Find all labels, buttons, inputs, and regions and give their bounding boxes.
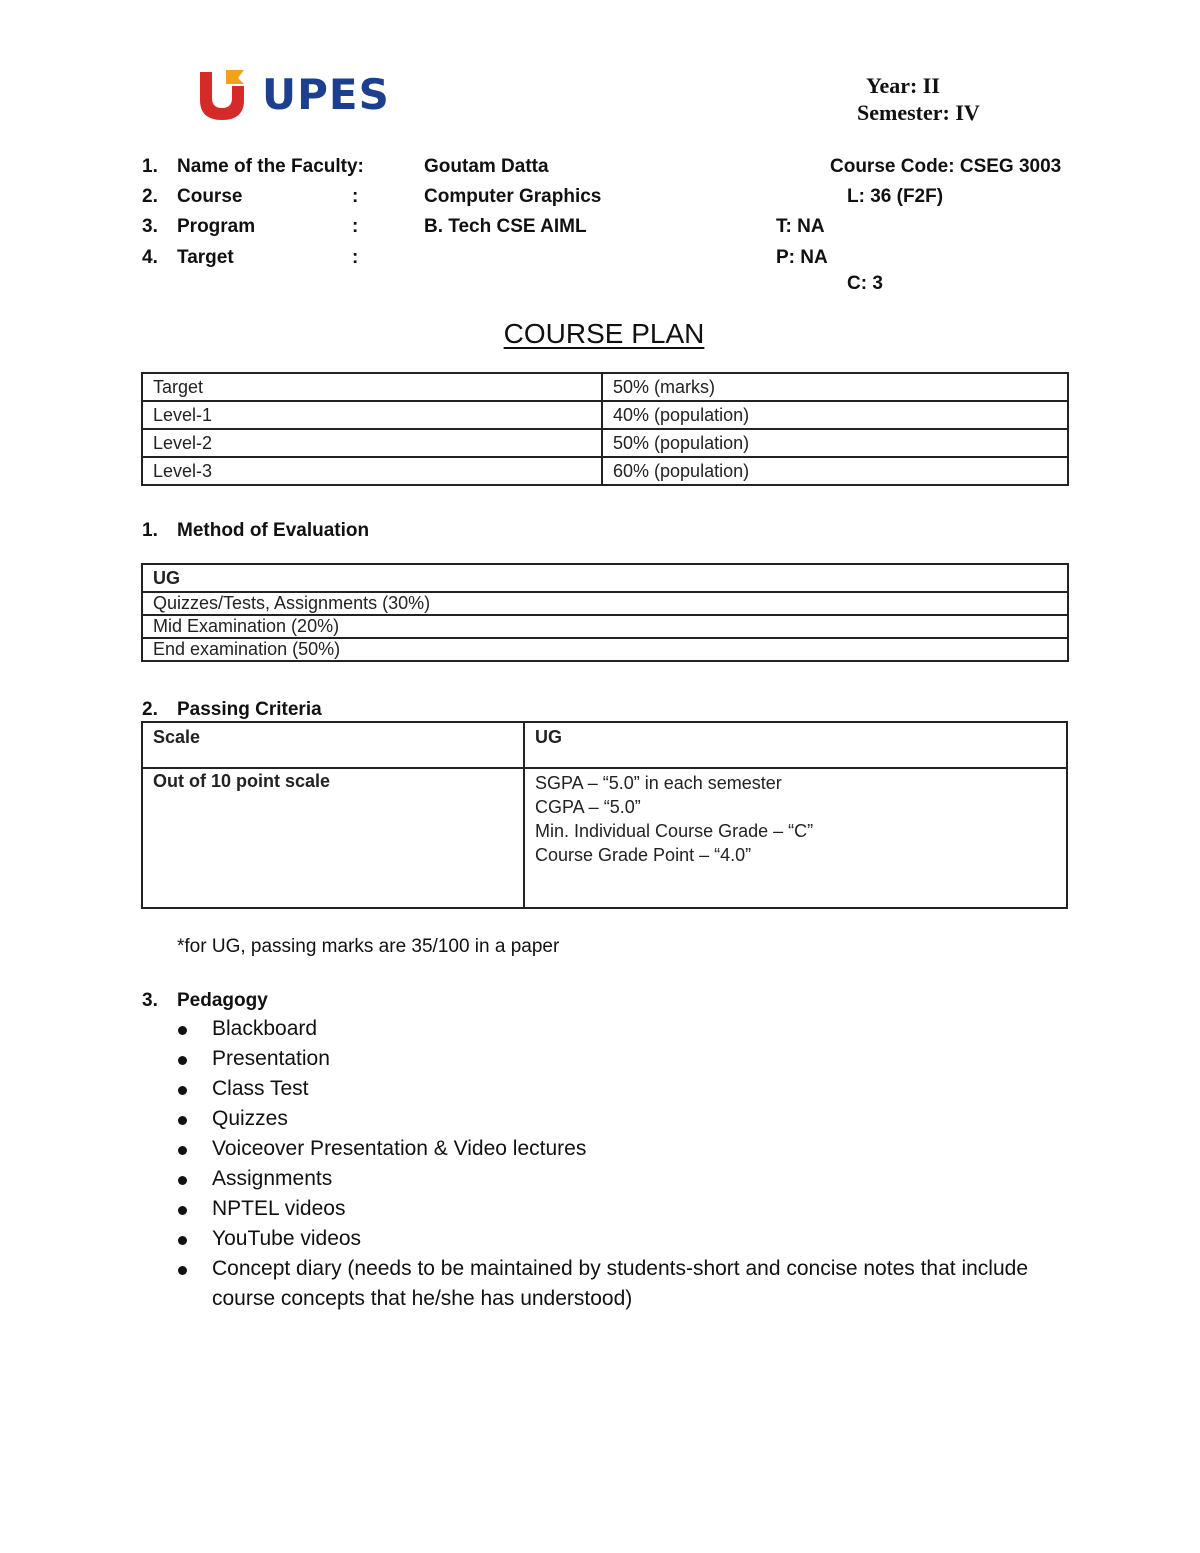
criteria-line: Course Grade Point – “4.0” bbox=[535, 845, 752, 865]
section-number: 1. bbox=[142, 520, 158, 541]
criteria-line: Min. Individual Course Grade – “C” bbox=[535, 821, 814, 841]
info-label-target: Target bbox=[177, 247, 234, 268]
bullet-icon bbox=[178, 1236, 187, 1245]
info-label-course: Course bbox=[177, 186, 243, 207]
info-num-1: 1. bbox=[142, 156, 158, 177]
credits-T: T: NA bbox=[776, 216, 825, 237]
table-row bbox=[142, 638, 1068, 661]
credits-L: L: 36 (F2F) bbox=[847, 186, 944, 207]
list-item-text: YouTube videos bbox=[212, 1227, 362, 1250]
target-cell-value: 50% (marks) bbox=[602, 373, 1068, 401]
table-row bbox=[142, 429, 1068, 457]
list-item bbox=[176, 1014, 1076, 1044]
target-cell-label: Level-1 bbox=[142, 401, 602, 429]
method-cell: Mid Examination (20%) bbox=[142, 615, 1068, 638]
table-row bbox=[142, 592, 1068, 615]
info-value-program: B. Tech CSE AIML bbox=[424, 216, 587, 237]
target-cell-label: Target bbox=[142, 373, 602, 401]
upes-logo bbox=[198, 68, 258, 122]
bullet-icon bbox=[178, 1146, 187, 1155]
passing-criteria-cell bbox=[524, 768, 1067, 908]
target-table bbox=[141, 372, 1069, 486]
course-code: Course Code: CSEG 3003 bbox=[830, 156, 1062, 177]
list-item bbox=[176, 1194, 1076, 1224]
target-cell-label: Level-2 bbox=[142, 429, 602, 457]
info-label-faculty: Name of the Faculty: bbox=[177, 156, 364, 177]
info-value-course: Computer Graphics bbox=[424, 186, 602, 207]
logo-text: UPES bbox=[262, 70, 390, 119]
list-item-text: Quizzes bbox=[212, 1107, 288, 1130]
passing-footnote: *for UG, passing marks are 35/100 in a paper bbox=[177, 936, 560, 957]
list-item-text: Class Test bbox=[212, 1077, 309, 1100]
target-cell-value: 40% (population) bbox=[602, 401, 1068, 429]
passing-scale-cell: Out of 10 point scale bbox=[142, 768, 524, 908]
list-item-text: Voiceover Presentation & Video lectures bbox=[212, 1137, 587, 1160]
target-cell-label: Level-3 bbox=[142, 457, 602, 485]
target-cell-value: 50% (population) bbox=[602, 429, 1068, 457]
section-title: Passing Criteria bbox=[177, 699, 322, 720]
method-header-cell: UG bbox=[142, 564, 1068, 592]
info-num-4: 4. bbox=[142, 247, 158, 268]
list-item bbox=[176, 1254, 1076, 1314]
year-label: Year: II bbox=[866, 73, 940, 98]
credits-C: C: 3 bbox=[847, 273, 883, 294]
bullet-icon bbox=[178, 1086, 187, 1095]
course-plan-title: COURSE PLAN bbox=[503, 318, 705, 349]
list-item bbox=[176, 1074, 1076, 1104]
semester-label: Semester: IV bbox=[857, 100, 980, 125]
list-item-text: Presentation bbox=[212, 1047, 330, 1070]
table-row bbox=[142, 457, 1068, 485]
section-pedagogy-heading bbox=[142, 990, 268, 1012]
list-item bbox=[176, 1224, 1076, 1254]
method-cell: End examination (50%) bbox=[142, 638, 1068, 661]
bullet-icon bbox=[178, 1206, 187, 1215]
bullet-icon bbox=[178, 1056, 187, 1065]
list-item-text: Blackboard bbox=[212, 1017, 318, 1040]
info-colon-target: : bbox=[352, 247, 359, 268]
info-label-program: Program bbox=[177, 216, 256, 237]
passing-table bbox=[141, 721, 1068, 909]
info-colon-program: : bbox=[352, 216, 359, 237]
section-method-heading bbox=[142, 520, 369, 542]
logo-flag bbox=[226, 70, 244, 84]
info-colon-course: : bbox=[352, 186, 359, 207]
table-row bbox=[142, 768, 1067, 908]
list-item-text: NPTEL videos bbox=[212, 1197, 346, 1220]
list-item-text: Assignments bbox=[212, 1167, 333, 1190]
criteria-line: CGPA – “5.0” bbox=[535, 797, 641, 817]
passing-header-ug: UG bbox=[524, 722, 1067, 768]
method-table bbox=[141, 563, 1069, 662]
table-header-row bbox=[142, 564, 1068, 592]
info-num-3: 3. bbox=[142, 216, 158, 237]
section-number: 2. bbox=[142, 699, 158, 720]
info-num-2: 2. bbox=[142, 186, 158, 207]
criteria-line: SGPA – “5.0” in each semester bbox=[535, 773, 782, 793]
bullet-icon bbox=[178, 1266, 187, 1275]
credits-P: P: NA bbox=[776, 247, 828, 268]
list-item bbox=[176, 1104, 1076, 1134]
pedagogy-list bbox=[176, 1014, 1076, 1314]
bullet-icon bbox=[178, 1116, 187, 1125]
list-item-text: Concept diary (needs to be maintained by students-short and concise notes that include course concepts that he/she has understood) bbox=[212, 1257, 1028, 1310]
bullet-icon bbox=[178, 1176, 187, 1185]
table-row bbox=[142, 401, 1068, 429]
table-header-row bbox=[142, 722, 1067, 768]
passing-header-scale: Scale bbox=[142, 722, 524, 768]
section-title: Pedagogy bbox=[177, 990, 268, 1011]
section-title: Method of Evaluation bbox=[177, 520, 370, 541]
method-cell: Quizzes/Tests, Assignments (30%) bbox=[142, 592, 1068, 615]
info-value-faculty: Goutam Datta bbox=[424, 156, 549, 177]
table-row bbox=[142, 615, 1068, 638]
list-item bbox=[176, 1044, 1076, 1074]
table-row bbox=[142, 373, 1068, 401]
section-passing-heading bbox=[142, 699, 322, 721]
target-cell-value: 60% (population) bbox=[602, 457, 1068, 485]
list-item bbox=[176, 1164, 1076, 1194]
list-item bbox=[176, 1134, 1076, 1164]
section-number: 3. bbox=[142, 990, 158, 1011]
bullet-icon bbox=[178, 1026, 187, 1035]
